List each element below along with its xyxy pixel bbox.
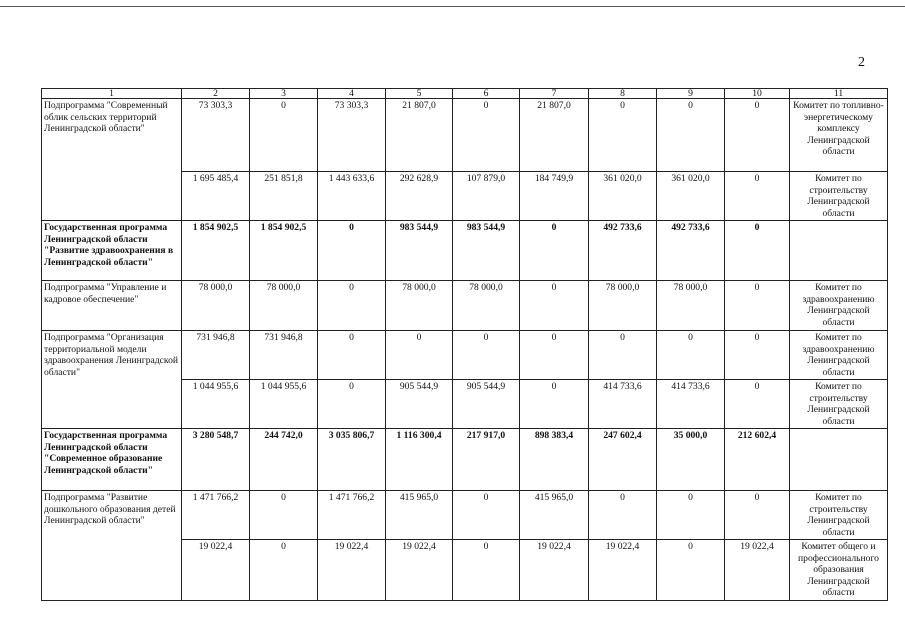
value-cell: 415 965,0: [520, 491, 589, 540]
table-row: [42, 99, 888, 172]
value-cell: 0: [386, 331, 453, 380]
executor-cell: Комитет по здравоохранению Ленинградской области: [790, 281, 888, 331]
executor-cell: Комитет по строительству Ленинградской области: [790, 491, 888, 540]
value-cell: 0: [318, 221, 386, 281]
value-cell: 905 544,9: [386, 380, 453, 429]
value-cell: 0: [725, 491, 790, 540]
page-number: 2: [858, 55, 865, 70]
value-cell: 731 946,8: [250, 331, 318, 380]
table-row: [42, 221, 888, 281]
value-cell: 78 000,0: [453, 281, 520, 331]
value-cell: 905 544,9: [453, 380, 520, 429]
value-cell: 19 022,4: [520, 540, 589, 601]
value-cell: 78 000,0: [589, 281, 657, 331]
budget-table: [41, 88, 888, 601]
value-cell: 3 280 548,7: [182, 429, 250, 491]
value-cell: 0: [318, 331, 386, 380]
executor-cell: Комитет по строительству Ленинградской области: [790, 172, 888, 221]
value-cell: 0: [520, 281, 589, 331]
value-cell: 0: [725, 380, 790, 429]
value-cell: 0: [657, 99, 725, 172]
value-cell: 0: [657, 540, 725, 601]
executor-cell: Комитет по топливно-энергетическому комплексу Ленинградской области: [790, 99, 888, 172]
value-cell: 983 544,9: [453, 221, 520, 281]
table-row: [42, 429, 888, 491]
value-cell: 0: [657, 331, 725, 380]
value-cell: 0: [589, 491, 657, 540]
col-header: 7: [520, 89, 589, 99]
value-cell: 78 000,0: [182, 281, 250, 331]
value-cell: 0: [250, 540, 318, 601]
program-name: Подпрограмма "Управление и кадровое обеспечение": [42, 281, 182, 331]
value-cell: 1 471 766,2: [182, 491, 250, 540]
value-cell: 19 022,4: [386, 540, 453, 601]
value-cell: 0: [453, 99, 520, 172]
value-cell: 35 000,0: [657, 429, 725, 491]
value-cell: 19 022,4: [182, 540, 250, 601]
value-cell: 73 303,3: [318, 99, 386, 172]
value-cell: 0: [318, 281, 386, 331]
value-cell: 0: [725, 172, 790, 221]
value-cell: 1 471 766,2: [318, 491, 386, 540]
value-cell: 361 020,0: [589, 172, 657, 221]
value-cell: 21 807,0: [386, 99, 453, 172]
value-cell: 1 695 485,4: [182, 172, 250, 221]
value-cell: 78 000,0: [386, 281, 453, 331]
header-row: [42, 89, 888, 99]
program-name: Государственная программа Ленинградской области "Развитие здравоохранения в Ленинградской области": [42, 221, 182, 281]
value-cell: 19 022,4: [589, 540, 657, 601]
value-cell: 0: [725, 99, 790, 172]
value-cell: 244 742,0: [250, 429, 318, 491]
col-header: 3: [250, 89, 318, 99]
value-cell: 492 733,6: [589, 221, 657, 281]
value-cell: 1 854 902,5: [182, 221, 250, 281]
value-cell: 0: [589, 331, 657, 380]
executor-cell: [790, 221, 888, 281]
col-header: 10: [725, 89, 790, 99]
value-cell: 21 807,0: [520, 99, 589, 172]
value-cell: 0: [250, 99, 318, 172]
value-cell: 78 000,0: [657, 281, 725, 331]
value-cell: 414 733,6: [589, 380, 657, 429]
value-cell: 251 851,8: [250, 172, 318, 221]
value-cell: 107 879,0: [453, 172, 520, 221]
program-name: Подпрограмма "Организация территориальной модели здравоохранения Ленинградской области": [42, 331, 182, 429]
value-cell: 78 000,0: [250, 281, 318, 331]
value-cell: 3 035 806,7: [318, 429, 386, 491]
value-cell: 0: [453, 331, 520, 380]
value-cell: 0: [725, 221, 790, 281]
value-cell: 217 917,0: [453, 429, 520, 491]
value-cell: 0: [453, 491, 520, 540]
value-cell: 212 602,4: [725, 429, 790, 491]
executor-cell: Комитет по строительству Ленинградской области: [790, 380, 888, 429]
value-cell: 414 733,6: [657, 380, 725, 429]
col-header: 8: [589, 89, 657, 99]
table-row: [42, 491, 888, 540]
col-header: 1: [42, 89, 182, 99]
table-row: [42, 331, 888, 380]
value-cell: 731 946,8: [182, 331, 250, 380]
col-header: 6: [453, 89, 520, 99]
value-cell: 1 116 300,4: [386, 429, 453, 491]
program-name: Подпрограмма "Современный облик сельских территорий Ленинградской области": [42, 99, 182, 221]
value-cell: 184 749,9: [520, 172, 589, 221]
value-cell: 0: [725, 281, 790, 331]
value-cell: 0: [250, 491, 318, 540]
value-cell: 19 022,4: [318, 540, 386, 601]
value-cell: 0: [453, 540, 520, 601]
value-cell: 1 044 955,6: [182, 380, 250, 429]
col-header: 2: [182, 89, 250, 99]
col-header: 9: [657, 89, 725, 99]
value-cell: 1 044 955,6: [250, 380, 318, 429]
executor-cell: [790, 429, 888, 491]
col-header: 5: [386, 89, 453, 99]
value-cell: 0: [520, 331, 589, 380]
value-cell: 1 854 902,5: [250, 221, 318, 281]
col-header: 11: [790, 89, 888, 99]
value-cell: 19 022,4: [725, 540, 790, 601]
value-cell: 247 602,4: [589, 429, 657, 491]
value-cell: 415 965,0: [386, 491, 453, 540]
table-row: [42, 281, 888, 331]
value-cell: 361 020,0: [657, 172, 725, 221]
value-cell: 492 733,6: [657, 221, 725, 281]
value-cell: 73 303,3: [182, 99, 250, 172]
value-cell: 898 383,4: [520, 429, 589, 491]
value-cell: 983 544,9: [386, 221, 453, 281]
value-cell: 0: [589, 99, 657, 172]
value-cell: 0: [520, 221, 589, 281]
program-name: Подпрограмма "Развитие дошкольного образования детей Ленинградской области": [42, 491, 182, 601]
program-name: Государственная программа Ленинградской области "Современное образование Ленинградской области": [42, 429, 182, 491]
value-cell: 292 628,9: [386, 172, 453, 221]
executor-cell: Комитет по здравоохранению Ленинградской области: [790, 331, 888, 380]
value-cell: 0: [725, 331, 790, 380]
value-cell: 1 443 633,6: [318, 172, 386, 221]
col-header: 4: [318, 89, 386, 99]
top-rule: [0, 6, 905, 7]
value-cell: 0: [318, 380, 386, 429]
value-cell: 0: [657, 491, 725, 540]
value-cell: 0: [520, 380, 589, 429]
executor-cell: Комитет общего и профессионального образования Ленинградской области: [790, 540, 888, 601]
